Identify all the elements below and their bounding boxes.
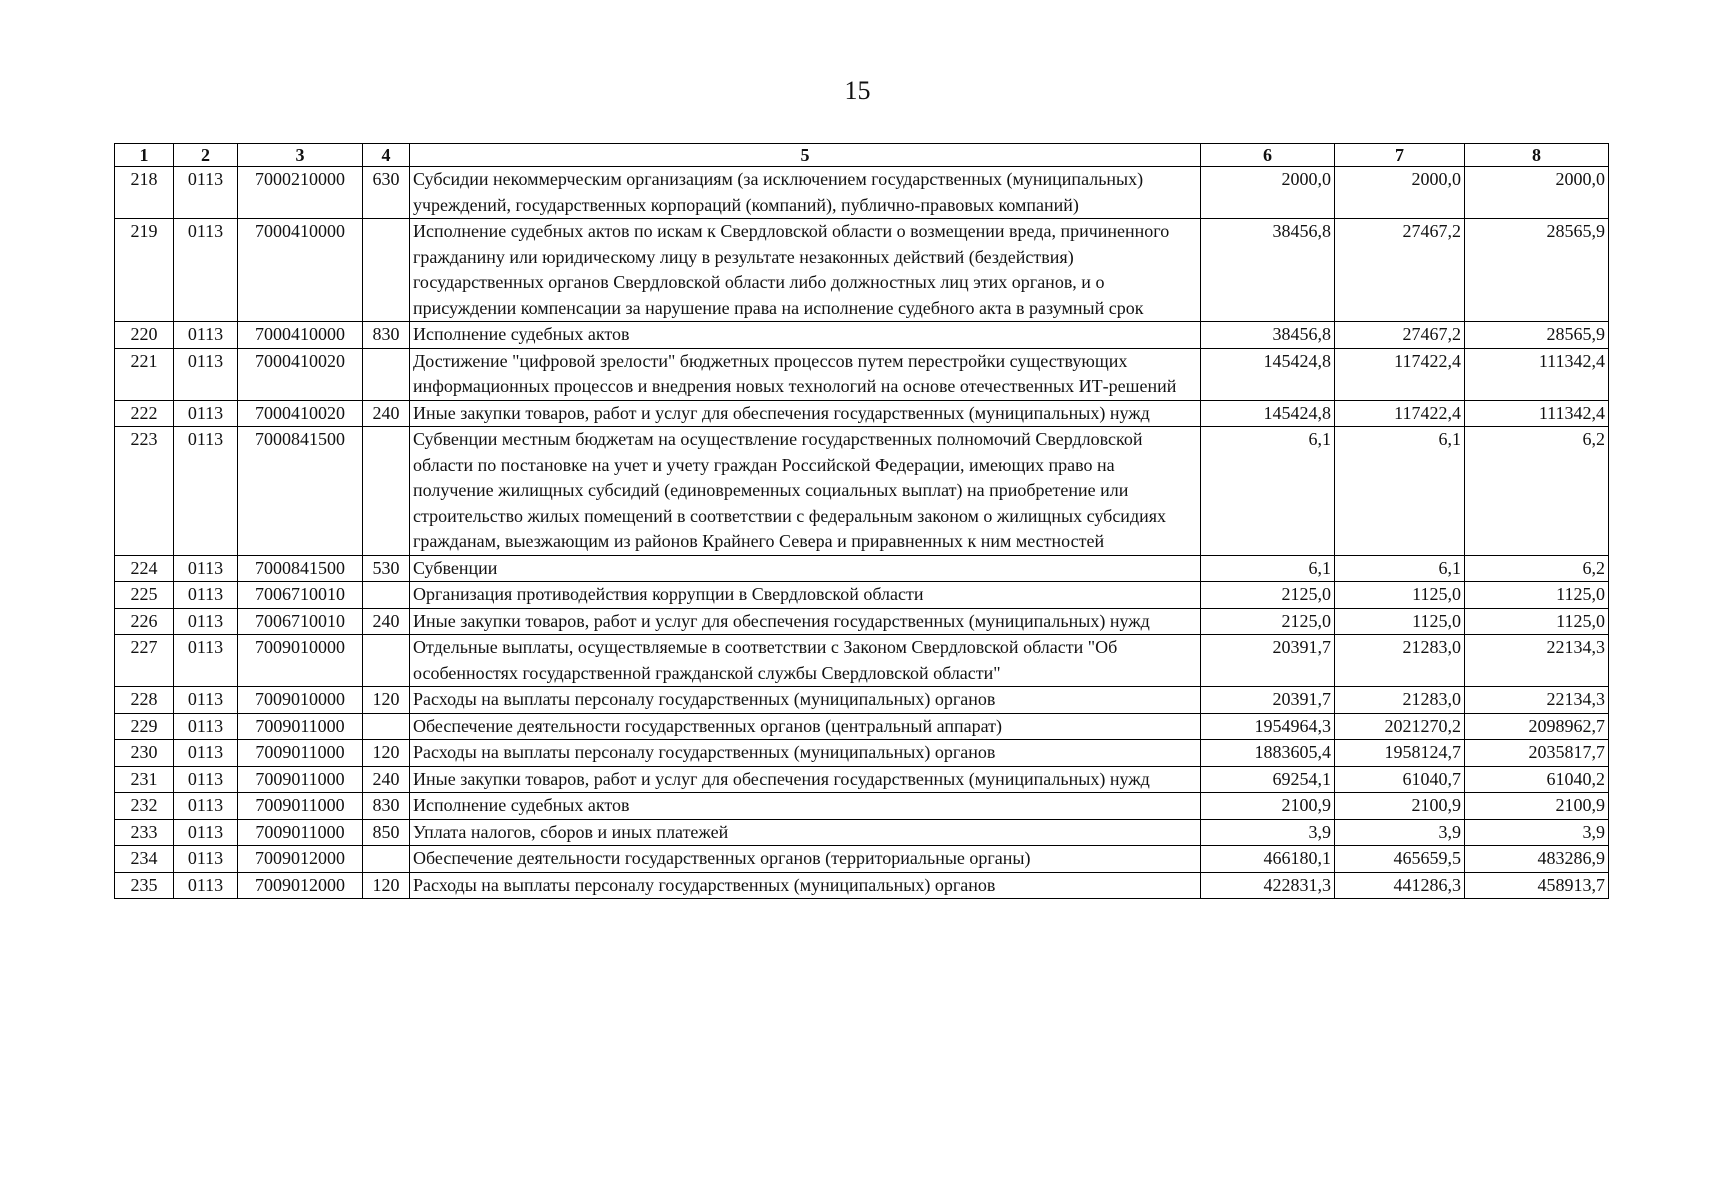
item-name-cell: Субвенции местным бюджетам на осуществление государственных полномочий Свердловской области по постановке на учет и учету граждан Российской Федерации, имеющих право на получение жилищных субсидий (единовременных социальных выплат) на приобретение или строительство жилых помещений в соответствии с федеральным законом о жилищных субсидиях гражданам, выезжающим из районов Крайнего Севера и приравненных к ним местностей xyxy=(410,427,1201,556)
table-row xyxy=(115,322,1609,349)
table-row xyxy=(115,766,1609,793)
amount-col6-cell: 2125,0 xyxy=(1201,582,1335,609)
column-header-4: 4 xyxy=(363,144,410,167)
section-code-cell: 0113 xyxy=(174,219,238,322)
amount-col6-cell: 20391,7 xyxy=(1201,635,1335,687)
table-row xyxy=(115,427,1609,556)
section-code-cell: 0113 xyxy=(174,555,238,582)
expense-type-cell: 240 xyxy=(363,400,410,427)
row-number-cell: 223 xyxy=(115,427,174,556)
target-article-cell: 7000410020 xyxy=(238,400,363,427)
column-header-3: 3 xyxy=(238,144,363,167)
section-code-cell: 0113 xyxy=(174,846,238,873)
target-article-cell: 7009011000 xyxy=(238,819,363,846)
target-article-cell: 7009012000 xyxy=(238,846,363,873)
row-number-cell: 221 xyxy=(115,348,174,400)
amount-col7-cell: 27467,2 xyxy=(1335,219,1465,322)
target-article-cell: 7009011000 xyxy=(238,793,363,820)
target-article-cell: 7006710010 xyxy=(238,582,363,609)
expense-type-cell xyxy=(363,635,410,687)
row-number-cell: 218 xyxy=(115,167,174,219)
row-number-cell: 219 xyxy=(115,219,174,322)
item-name-cell: Расходы на выплаты персоналу государственных (муниципальных) органов xyxy=(410,687,1201,714)
table-row xyxy=(115,872,1609,899)
target-article-cell: 7000841500 xyxy=(238,555,363,582)
amount-col7-cell: 6,1 xyxy=(1335,427,1465,556)
item-name-cell: Уплата налогов, сборов и иных платежей xyxy=(410,819,1201,846)
amount-col8-cell: 111342,4 xyxy=(1465,400,1609,427)
amount-col7-cell: 117422,4 xyxy=(1335,348,1465,400)
item-name-cell: Исполнение судебных актов xyxy=(410,322,1201,349)
amount-col7-cell: 21283,0 xyxy=(1335,635,1465,687)
table-row xyxy=(115,348,1609,400)
item-name-cell: Отдельные выплаты, осуществляемые в соответствии с Законом Свердловской области "Об особенностях государственной гражданской службы Свердловской области" xyxy=(410,635,1201,687)
amount-col8-cell: 458913,7 xyxy=(1465,872,1609,899)
amount-col7-cell: 441286,3 xyxy=(1335,872,1465,899)
section-code-cell: 0113 xyxy=(174,819,238,846)
table-row xyxy=(115,793,1609,820)
section-code-cell: 0113 xyxy=(174,740,238,767)
target-article-cell: 7000841500 xyxy=(238,427,363,556)
table-row xyxy=(115,219,1609,322)
row-number-cell: 231 xyxy=(115,766,174,793)
item-name-cell: Расходы на выплаты персоналу государственных (муниципальных) органов xyxy=(410,872,1201,899)
amount-col8-cell: 2035817,7 xyxy=(1465,740,1609,767)
amount-col7-cell: 27467,2 xyxy=(1335,322,1465,349)
amount-col6-cell: 38456,8 xyxy=(1201,322,1335,349)
item-name-cell: Субвенции xyxy=(410,555,1201,582)
row-number-cell: 233 xyxy=(115,819,174,846)
amount-col8-cell: 28565,9 xyxy=(1465,219,1609,322)
item-name-cell: Иные закупки товаров, работ и услуг для обеспечения государственных (муниципальных) нужд xyxy=(410,400,1201,427)
amount-col7-cell: 3,9 xyxy=(1335,819,1465,846)
expense-type-cell xyxy=(363,427,410,556)
expense-type-cell: 240 xyxy=(363,766,410,793)
amount-col6-cell: 422831,3 xyxy=(1201,872,1335,899)
amount-col6-cell: 69254,1 xyxy=(1201,766,1335,793)
amount-col8-cell: 1125,0 xyxy=(1465,608,1609,635)
amount-col8-cell: 61040,2 xyxy=(1465,766,1609,793)
section-code-cell: 0113 xyxy=(174,793,238,820)
row-number-cell: 222 xyxy=(115,400,174,427)
amount-col7-cell: 21283,0 xyxy=(1335,687,1465,714)
amount-col8-cell: 6,2 xyxy=(1465,427,1609,556)
amount-col6-cell: 145424,8 xyxy=(1201,400,1335,427)
amount-col6-cell: 2125,0 xyxy=(1201,608,1335,635)
item-name-cell: Исполнение судебных актов xyxy=(410,793,1201,820)
table-row xyxy=(115,167,1609,219)
expense-type-cell: 120 xyxy=(363,872,410,899)
expense-type-cell xyxy=(363,219,410,322)
amount-col7-cell: 1958124,7 xyxy=(1335,740,1465,767)
expense-type-cell xyxy=(363,713,410,740)
item-name-cell: Организация противодействия коррупции в Свердловской области xyxy=(410,582,1201,609)
expense-type-cell: 240 xyxy=(363,608,410,635)
target-article-cell: 7000410000 xyxy=(238,322,363,349)
expense-type-cell xyxy=(363,582,410,609)
column-header-7: 7 xyxy=(1335,144,1465,167)
item-name-cell: Обеспечение деятельности государственных органов (территориальные органы) xyxy=(410,846,1201,873)
row-number-cell: 225 xyxy=(115,582,174,609)
table-row xyxy=(115,687,1609,714)
amount-col6-cell: 20391,7 xyxy=(1201,687,1335,714)
target-article-cell: 7000410020 xyxy=(238,348,363,400)
section-code-cell: 0113 xyxy=(174,635,238,687)
amount-col6-cell: 1883605,4 xyxy=(1201,740,1335,767)
target-article-cell: 7000410000 xyxy=(238,219,363,322)
item-name-cell: Субсидии некоммерческим организациям (за исключением государственных (муниципальных) учреждений, государственных корпораций (компаний), публично-правовых компаний) xyxy=(410,167,1201,219)
budget-table xyxy=(114,143,1609,899)
amount-col8-cell: 22134,3 xyxy=(1465,635,1609,687)
target-article-cell: 7006710010 xyxy=(238,608,363,635)
expense-type-cell: 120 xyxy=(363,687,410,714)
amount-col8-cell: 6,2 xyxy=(1465,555,1609,582)
amount-col8-cell: 111342,4 xyxy=(1465,348,1609,400)
amount-col6-cell: 3,9 xyxy=(1201,819,1335,846)
target-article-cell: 7009011000 xyxy=(238,766,363,793)
row-number-cell: 220 xyxy=(115,322,174,349)
amount-col8-cell: 1125,0 xyxy=(1465,582,1609,609)
amount-col7-cell: 117422,4 xyxy=(1335,400,1465,427)
amount-col8-cell: 2000,0 xyxy=(1465,167,1609,219)
section-code-cell: 0113 xyxy=(174,687,238,714)
column-header-6: 6 xyxy=(1201,144,1335,167)
page-number: 15 xyxy=(844,76,871,105)
amount-col8-cell: 2100,9 xyxy=(1465,793,1609,820)
row-number-cell: 226 xyxy=(115,608,174,635)
amount-col6-cell: 2100,9 xyxy=(1201,793,1335,820)
table-row xyxy=(115,846,1609,873)
row-number-cell: 228 xyxy=(115,687,174,714)
row-number-cell: 234 xyxy=(115,846,174,873)
item-name-cell: Обеспечение деятельности государственных органов (центральный аппарат) xyxy=(410,713,1201,740)
section-code-cell: 0113 xyxy=(174,608,238,635)
expense-type-cell: 830 xyxy=(363,322,410,349)
table-row xyxy=(115,582,1609,609)
expense-type-cell: 120 xyxy=(363,740,410,767)
table-row xyxy=(115,740,1609,767)
target-article-cell: 7000210000 xyxy=(238,167,363,219)
section-code-cell: 0113 xyxy=(174,322,238,349)
amount-col7-cell: 61040,7 xyxy=(1335,766,1465,793)
section-code-cell: 0113 xyxy=(174,348,238,400)
row-number-cell: 232 xyxy=(115,793,174,820)
item-name-cell: Достижение "цифровой зрелости" бюджетных процессов путем перестройки существующих информационных процессов и внедрения новых технологий на основе отечественных ИТ-решений xyxy=(410,348,1201,400)
section-code-cell: 0113 xyxy=(174,766,238,793)
amount-col6-cell: 2000,0 xyxy=(1201,167,1335,219)
amount-col7-cell: 1125,0 xyxy=(1335,582,1465,609)
section-code-cell: 0113 xyxy=(174,167,238,219)
amount-col6-cell: 38456,8 xyxy=(1201,219,1335,322)
target-article-cell: 7009010000 xyxy=(238,635,363,687)
amount-col6-cell: 466180,1 xyxy=(1201,846,1335,873)
section-code-cell: 0113 xyxy=(174,400,238,427)
expense-type-cell: 530 xyxy=(363,555,410,582)
table-row xyxy=(115,555,1609,582)
row-number-cell: 227 xyxy=(115,635,174,687)
section-code-cell: 0113 xyxy=(174,582,238,609)
table-row xyxy=(115,635,1609,687)
amount-col7-cell: 2000,0 xyxy=(1335,167,1465,219)
amount-col8-cell: 28565,9 xyxy=(1465,322,1609,349)
table-body xyxy=(115,167,1609,899)
header-row xyxy=(115,144,1609,167)
expense-type-cell: 630 xyxy=(363,167,410,219)
table-row xyxy=(115,608,1609,635)
amount-col7-cell: 2021270,2 xyxy=(1335,713,1465,740)
item-name-cell: Иные закупки товаров, работ и услуг для обеспечения государственных (муниципальных) нужд xyxy=(410,608,1201,635)
row-number-cell: 230 xyxy=(115,740,174,767)
amount-col6-cell: 6,1 xyxy=(1201,555,1335,582)
expense-type-cell xyxy=(363,348,410,400)
section-code-cell: 0113 xyxy=(174,427,238,556)
row-number-cell: 229 xyxy=(115,713,174,740)
target-article-cell: 7009012000 xyxy=(238,872,363,899)
target-article-cell: 7009010000 xyxy=(238,687,363,714)
item-name-cell: Иные закупки товаров, работ и услуг для обеспечения государственных (муниципальных) нужд xyxy=(410,766,1201,793)
amount-col6-cell: 1954964,3 xyxy=(1201,713,1335,740)
row-number-cell: 235 xyxy=(115,872,174,899)
amount-col7-cell: 465659,5 xyxy=(1335,846,1465,873)
expense-type-cell: 850 xyxy=(363,819,410,846)
amount-col6-cell: 6,1 xyxy=(1201,427,1335,556)
expense-type-cell xyxy=(363,846,410,873)
section-code-cell: 0113 xyxy=(174,872,238,899)
table-row xyxy=(115,400,1609,427)
amount-col6-cell: 145424,8 xyxy=(1201,348,1335,400)
item-name-cell: Исполнение судебных актов по искам к Свердловской области о возмещении вреда, причиненного гражданину или юридическому лицу в результате незаконных действий (бездействия) государственных органов Свердловской области либо должностных лиц этих органов, и о присуждении компенсации за нарушение права на исполнение судебного акта в разумный срок xyxy=(410,219,1201,322)
column-header-8: 8 xyxy=(1465,144,1609,167)
target-article-cell: 7009011000 xyxy=(238,740,363,767)
amount-col8-cell: 483286,9 xyxy=(1465,846,1609,873)
table-row xyxy=(115,819,1609,846)
section-code-cell: 0113 xyxy=(174,713,238,740)
amount-col7-cell: 2100,9 xyxy=(1335,793,1465,820)
column-header-5: 5 xyxy=(410,144,1201,167)
table-row xyxy=(115,713,1609,740)
item-name-cell: Расходы на выплаты персоналу государственных (муниципальных) органов xyxy=(410,740,1201,767)
column-header-2: 2 xyxy=(174,144,238,167)
amount-col8-cell: 22134,3 xyxy=(1465,687,1609,714)
target-article-cell: 7009011000 xyxy=(238,713,363,740)
amount-col8-cell: 3,9 xyxy=(1465,819,1609,846)
column-header-1: 1 xyxy=(115,144,174,167)
row-number-cell: 224 xyxy=(115,555,174,582)
amount-col7-cell: 6,1 xyxy=(1335,555,1465,582)
amount-col7-cell: 1125,0 xyxy=(1335,608,1465,635)
amount-col8-cell: 2098962,7 xyxy=(1465,713,1609,740)
expense-type-cell: 830 xyxy=(363,793,410,820)
